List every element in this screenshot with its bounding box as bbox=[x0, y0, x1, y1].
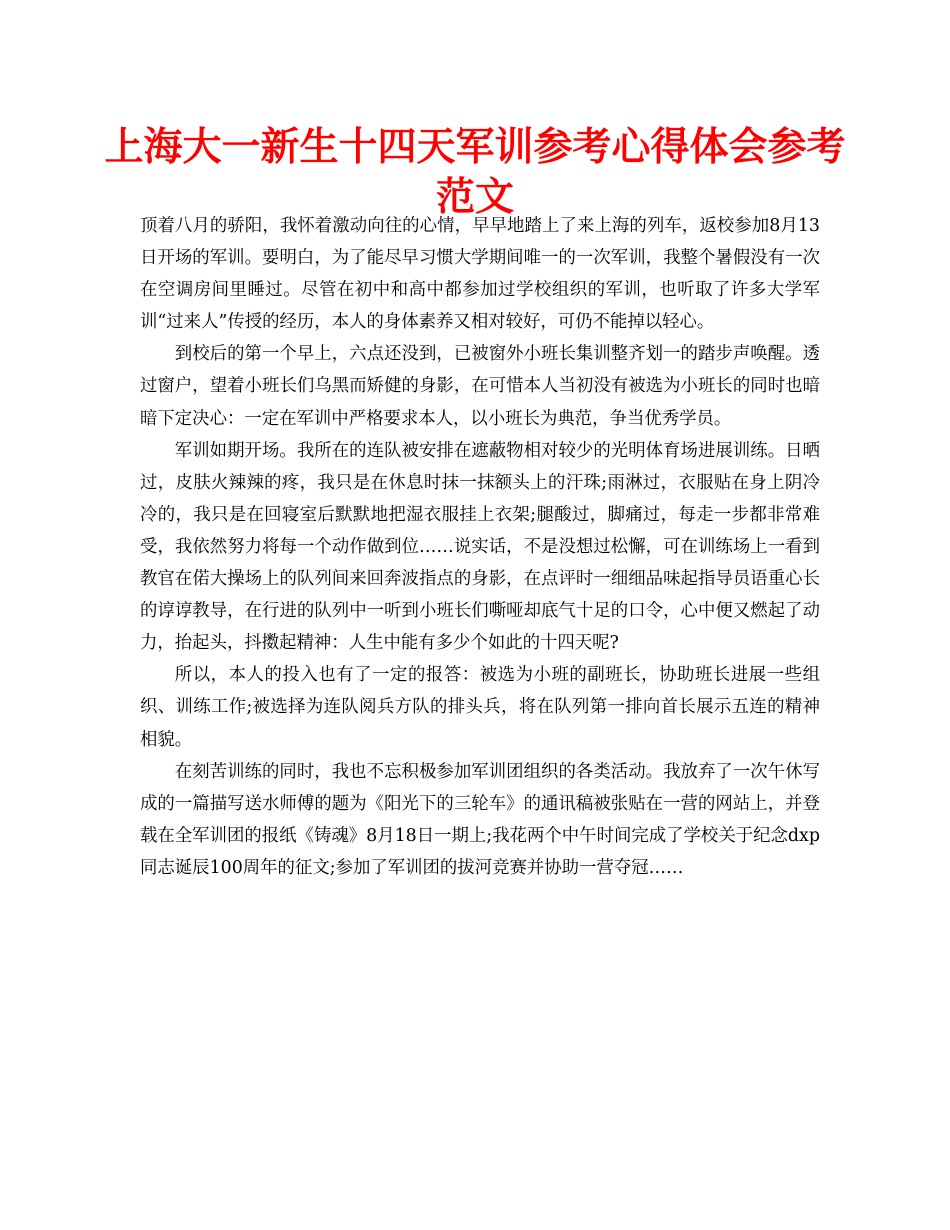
paragraph-5: 在刻苦训练的同时，我也不忘积极参加军训团组织的各类活动。我放弃了一次午休写成的一篇描写送水师傅的题为《阳光下的三轮车》的通讯稿被张贴在一营的网站上，并登载在全军训团的报纸《铸魂》8月18日一期上;我花两个中午时间完成了学校关于纪念dxp同志诞辰100周年的征文;参加了军训团的拔河竞赛并协助一营夺冠…… bbox=[140, 761, 820, 878]
document-title: 上海大一新生十四天军训参考心得体会参考范文 bbox=[104, 124, 846, 220]
paragraph-3: 军训如期开场。我所在的连队被安排在遮蔽物相对较少的光明体育场进展训练。日晒过，皮肤火辣辣的疼，我只是在休息时抹一抹额头上的汗珠;雨淋过，衣服贴在身上阴冷冷的，我只是在回寝室后默默地把湿衣服挂上衣架;腿酸过，脚痛过，每走一步都非常难受，我依然努力将每一个动作做到位……说实话，不是没想过松懈，可在训练场上一看到教官在偌大操场上的队列间来回奔波指点的身影，在点评时一细细品味起指导员语重心长的谆谆教导，在行进的队列中一听到小班长们嘶哑却底气十足的口令，心中便又燃起了动力，抬起头，抖擞起精神：人生中能有多少个如此的十四天呢? bbox=[140, 440, 820, 654]
paragraph-2: 到校后的第一个早上，六点还没到，已被窗外小班长集训整齐划一的踏步声唤醒。透过窗户，望着小班长们乌黑而矫健的身影，在可惜本人当初没有被选为小班长的同时也暗暗下定决心：一定在军训中严格要求本人，以小班长为典范，争当优秀学员。 bbox=[140, 344, 820, 429]
document-body bbox=[140, 210, 820, 884]
paragraph-1: 顶着八月的骄阳，我怀着激动向往的心情，早早地踏上了来上海的列车，返校参加8月13日开场的军训。要明白，为了能尽早习惯大学期间唯一的一次军训，我整个暑假没有一次在空调房间里睡过。尽管在初中和高中都参加过学校组织的军训，也听取了许多大学军训“过来人”传授的经历，本人的身体素养又相对较好，可仍不能掉以轻心。 bbox=[140, 216, 820, 333]
paragraph-4: 所以，本人的投入也有了一定的报答：被选为小班的副班长，协助班长进展一些组织、训练工作;被选择为连队阅兵方队的排头兵，将在队列第一排向首长展示五连的精神相貌。 bbox=[140, 665, 820, 750]
